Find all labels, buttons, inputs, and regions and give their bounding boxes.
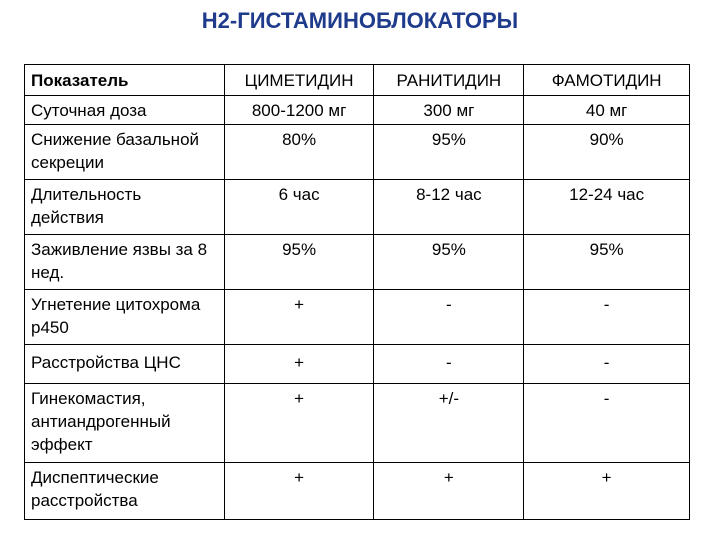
cell-ranitidine: +/- <box>374 384 524 463</box>
row-label: Расстройства ЦНС <box>25 345 225 384</box>
cell-cimetidine: 6 час <box>224 180 374 235</box>
page-title: H2-ГИСТАМИНОБЛОКАТОРЫ <box>201 8 519 33</box>
table-row <box>25 384 690 463</box>
cell-ranitidine: - <box>374 290 524 345</box>
cell-cimetidine: 95% <box>224 235 374 290</box>
row-label: Диспептические расстройства <box>25 463 225 520</box>
table-row <box>25 235 690 290</box>
cell-cimetidine: 80% <box>224 125 374 180</box>
cell-famotidine: 90% <box>524 125 690 180</box>
table-row <box>25 463 690 520</box>
cell-cimetidine: + <box>224 290 374 345</box>
cell-famotidine: - <box>524 290 690 345</box>
cell-famotidine: - <box>524 345 690 384</box>
cell-famotidine: + <box>524 463 690 520</box>
cell-ranitidine: - <box>374 345 524 384</box>
cell-famotidine: - <box>524 384 690 463</box>
cell-cimetidine: 800-1200 мг <box>224 96 374 125</box>
comparison-table <box>24 64 690 520</box>
cell-cimetidine: + <box>224 463 374 520</box>
table-row <box>25 125 690 180</box>
cell-cimetidine: + <box>224 345 374 384</box>
row-label: Суточная доза <box>25 96 225 125</box>
cell-ranitidine: 8-12 час <box>374 180 524 235</box>
cell-ranitidine: 95% <box>374 125 524 180</box>
header-cimetidine: ЦИМЕТИДИН <box>224 65 374 96</box>
cell-ranitidine: 95% <box>374 235 524 290</box>
cell-famotidine: 40 мг <box>524 96 690 125</box>
row-label: Длительность действия <box>25 180 225 235</box>
table-row <box>25 345 690 384</box>
cell-famotidine: 95% <box>524 235 690 290</box>
cell-famotidine: 12-24 час <box>524 180 690 235</box>
table-row <box>25 290 690 345</box>
row-label: Угнетение цитохрома p450 <box>25 290 225 345</box>
table-row <box>25 180 690 235</box>
header-indicator: Показатель <box>25 65 225 96</box>
row-label: Снижение базальной секреции <box>25 125 225 180</box>
cell-cimetidine: + <box>224 384 374 463</box>
row-label: Гинекомастия, антиандрогенный эффект <box>25 384 225 463</box>
header-famotidine: ФАМОТИДИН <box>524 65 690 96</box>
table-header-row <box>25 65 690 96</box>
row-label: Заживление язвы за 8 нед. <box>25 235 225 290</box>
cell-ranitidine: + <box>374 463 524 520</box>
cell-ranitidine: 300 мг <box>374 96 524 125</box>
header-ranitidine: РАНИТИДИН <box>374 65 524 96</box>
table-row <box>25 96 690 125</box>
